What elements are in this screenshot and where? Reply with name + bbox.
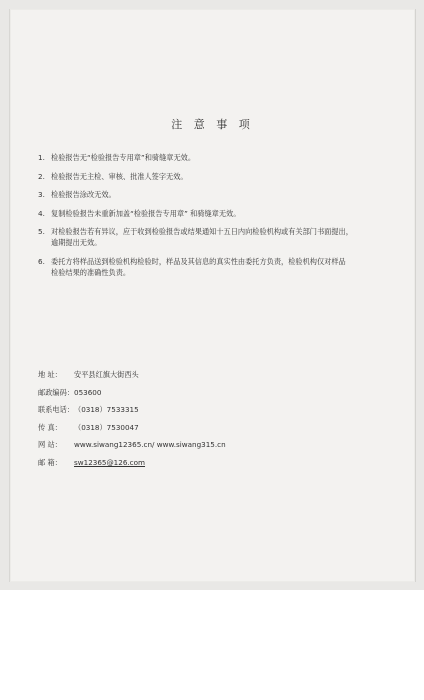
note-item xyxy=(38,152,408,163)
note-number: 2. xyxy=(38,171,45,181)
note-text: 检验报告无“检验报告专用章”和骑缝章无效。 xyxy=(51,153,196,162)
note-text-line1: 对检验报告若有异议，应于收到检验报告或结果通知十五日内向检验机构或有关部门书面提出， xyxy=(51,227,353,236)
contact-phone xyxy=(38,404,398,415)
note-item xyxy=(38,171,408,182)
address-label: 地 址： xyxy=(38,370,62,379)
document-sheet xyxy=(9,9,416,582)
fax-value: （0318）7530047 xyxy=(74,422,139,432)
note-number: 4. xyxy=(38,208,45,218)
note-text-line1: 委托方将样品送到检验机构检验时，样品及其信息的真实性由委托方负责，检验机构仅对样品 xyxy=(51,256,346,266)
contact-email xyxy=(38,457,398,468)
postcode-value: 053600 xyxy=(74,387,102,397)
note-item xyxy=(38,256,408,278)
phone-label: 联系电话： xyxy=(38,405,74,415)
email-label: 邮 箱： xyxy=(38,457,62,467)
email-link[interactable]: sw12365@126.com xyxy=(74,457,146,467)
notes-list xyxy=(38,152,408,285)
website-value: www.siwang12365.cn/ www.siwang315.cn xyxy=(74,440,226,450)
website-label: 网 站： xyxy=(38,440,62,450)
page-title: 注 意 事 项 xyxy=(171,118,254,131)
address-value: 安平县红旗大街西头 xyxy=(74,370,139,379)
note-text: 检验报告无主检、审核、批准人签字无效。 xyxy=(51,171,188,181)
contact-postcode xyxy=(38,387,398,398)
phone-value: （0318）7533315 xyxy=(74,405,139,415)
contact-fax xyxy=(38,422,398,433)
note-number: 5. xyxy=(38,227,45,236)
note-text-line2: 逾期提出无效。 xyxy=(51,238,102,247)
note-number: 1. xyxy=(38,153,45,162)
note-text-line2: 检验结果的准确性负责。 xyxy=(51,267,131,277)
note-text: 检验报告涂改无效。 xyxy=(51,190,116,199)
contact-info xyxy=(38,369,398,475)
postcode-label: 邮政编码： xyxy=(38,387,74,397)
note-number: 6. xyxy=(38,256,45,266)
fax-label: 传 真： xyxy=(38,422,62,432)
contact-address xyxy=(38,369,398,380)
note-text: 复制检验报告未重新加盖“检验报告专用章” 和骑缝章无效。 xyxy=(51,208,241,218)
note-item xyxy=(38,189,408,200)
note-number: 3. xyxy=(38,190,45,199)
note-item xyxy=(38,226,408,248)
note-item xyxy=(38,208,408,219)
contact-website xyxy=(38,439,398,450)
